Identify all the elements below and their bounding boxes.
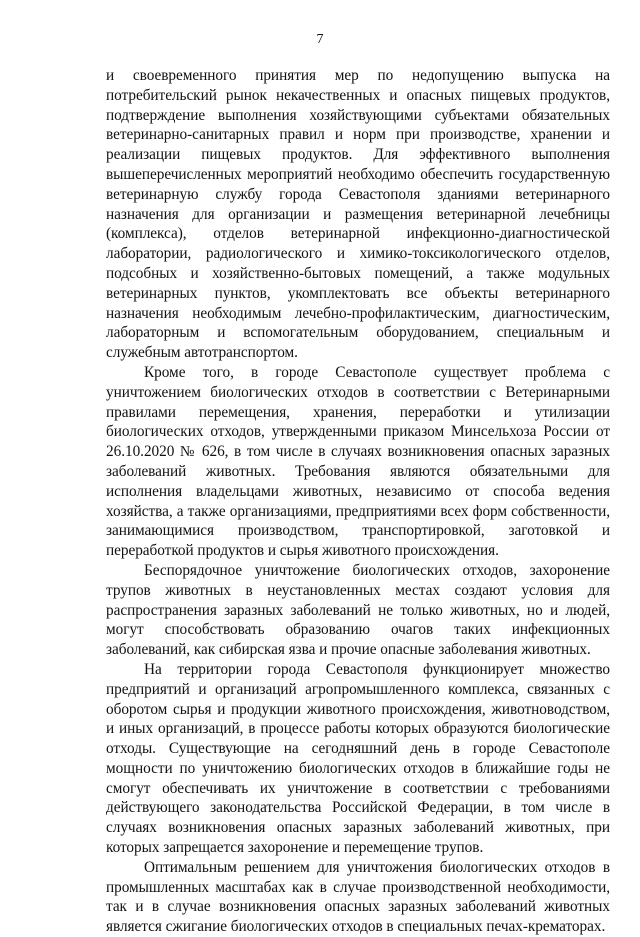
document-body	[106, 66, 610, 937]
paragraph-biowaste-problem: Кроме того, в городе Севастополе существует проблема с уничтожением биологических отходов в соответствии с Ветеринарными правилами перемещения, хранения, переработки и утилизации биологических отходов, утвержденными приказом Минсельхоза России от 26.10.2020 № 626, в том числе в случаях возникновения опасных заразных заболеваний животных. Требования являются обязательными для исполнения владельцами животных, независимо от способа ведения хозяйства, а также организациями, предприятиями всех форм собственности, занимающимися производством, транспортировкой, заготовкой и переработкой продуктов и сырья животного происхождения.	[106, 363, 610, 560]
paragraph-disposal-risks: Беспорядочное уничтожение биологических отходов, захоронение трупов животных в неустановленных местах создают условия для распространения заразных заболеваний не только животных, но и людей, могут способствовать образованию очагов таких инфекционных заболеваний, как сибирская язва и прочие опасные заболевания животных.	[106, 561, 610, 659]
paragraph-continuation: и своевременного принятия мер по недопущению выпуска на потребительский рынок некачественных и опасных пищевых продуктов, подтверждение выполнения хозяйствующими субъектами обязательных ветеринарно-санитарных правил и норм при производстве, хранении и реализации пищевых продуктов. Для эффективного выполнения вышеперечисленных мероприятий необходимо обеспечить государственную ветеринарную службу города Севастополя зданиями ветеринарного назначения для организации и размещения ветеринарной лечебницы (комплекса), отделов ветеринарной инфекционно-диагностической лаборатории, радиологического и химико-токсикологического отделов, подсобных и хозяйственно-бытовых помещений, а также модульных ветеринарных пунктов, укомплектовать все объекты ветеринарного назначения необходимым лечебно-профилактическим, диагностическим, лабораторным и вспомогательным оборудованием, специальным и служебным автотранспортом.	[106, 67, 610, 362]
paragraph-optimal-solution: Оптимальным решением для уничтожения биологических отходов в промышленных масштабах как в случае производственной необходимости, так и в случае возникновения опасных заразных заболеваний животных является сжигание биологических отходов в специальных печах-крематорах.	[106, 858, 610, 936]
paragraph-agro-enterprises: На территории города Севастополя функционирует множество предприятий и организаций агропромышленного комплекса, связанных с оборотом сырья и продукции животного происхождения, животноводством, и иных организаций, в процессе работы которых образуются биологические отходы. Существующие на сегодняшний день в городе Севастополе мощности по уничтожению биологических отходов в ближайшие годы не смогут обеспечивать их уничтожение в соответствии с требованиями действующего законодательства Российской Федерации, в том числе в случаях возникновения опасных заразных заболеваний животных, при которых запрещается захоронение и перемещение трупов.	[106, 660, 610, 857]
page-number: 7	[316, 32, 324, 47]
